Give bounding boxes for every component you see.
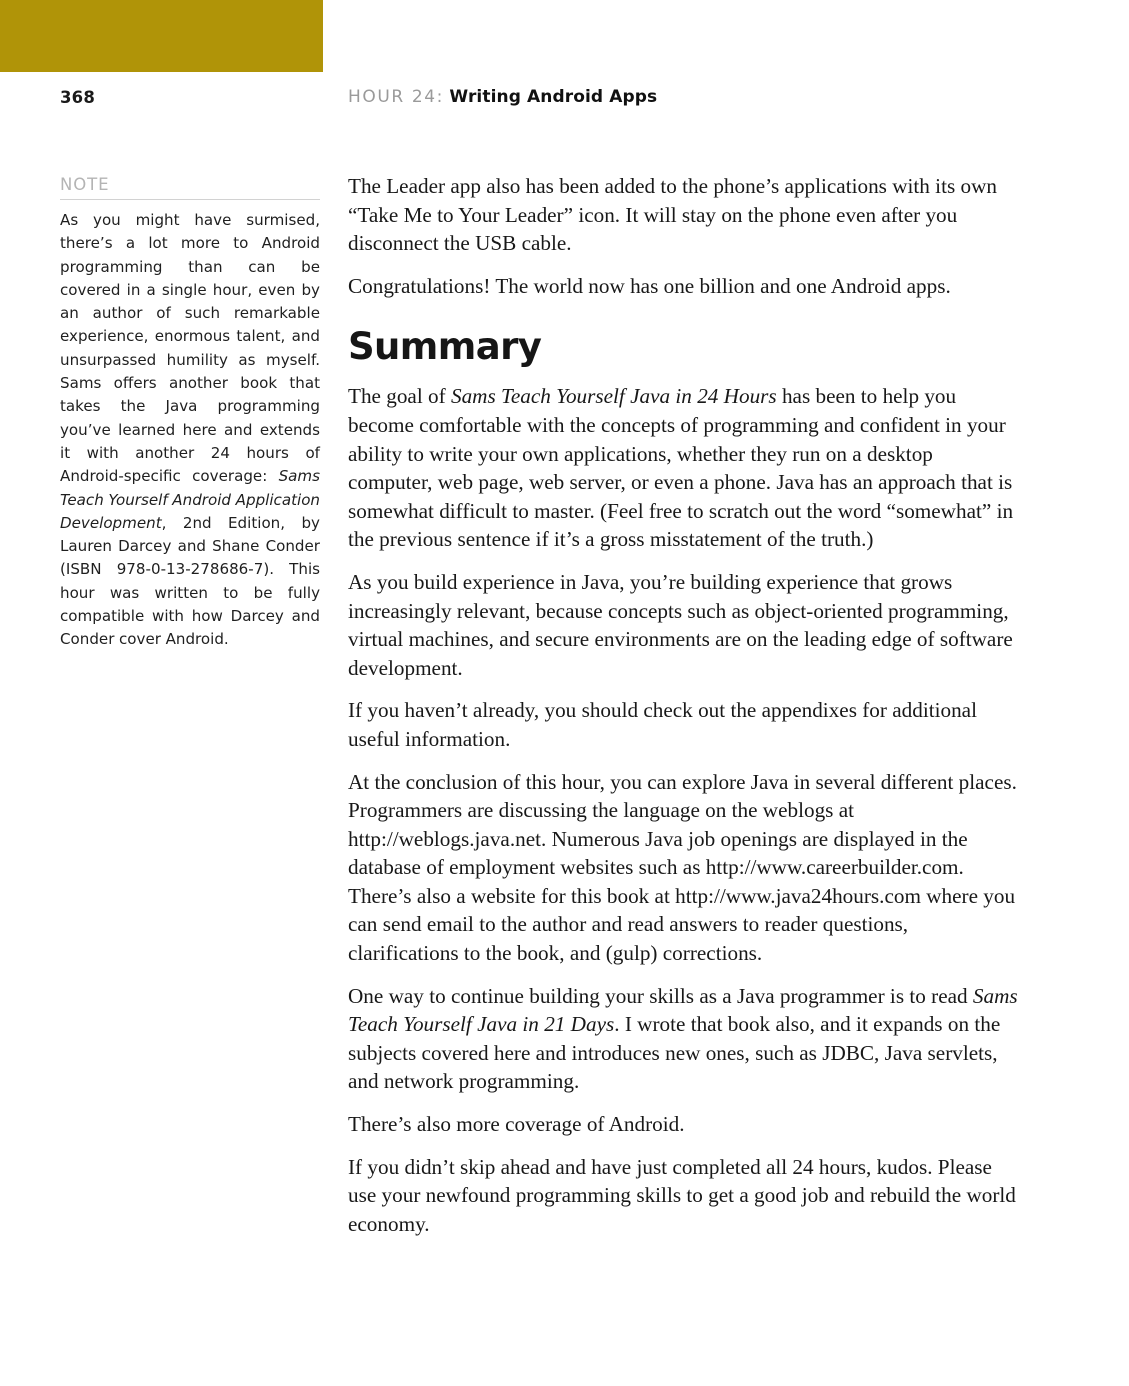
section-heading-summary: Summary: [348, 325, 542, 369]
url-weblogs-java-net: http://weblogs.java.net: [348, 826, 542, 851]
summary-p1-lead: The goal of: [348, 384, 451, 409]
accent-bar-decoration: [0, 0, 323, 72]
main-text-column: [348, 172, 1020, 1252]
summary-p4-seg-b: . Numerous Java job openings are displayed in the database of employment websites such as: [348, 826, 968, 880]
summary-p4-seg-d: where you can send email to the author and read answers to reader questions, clarifications to the book, and (gulp) corrections.: [348, 883, 1016, 966]
paragraph-summary-1: [348, 382, 1020, 554]
paragraph-summary-2: As you build experience in Java, you’re building experience that grows increasingly relevant, because concepts such as object-oriented programming, virtual machines, and secure environments are on the leading edge of software development.: [348, 569, 1013, 680]
summary-p5-rest: . I wrote that book also, and it expands on the subjects covered here and introduces new ones, such as JDBC, Java servlets, and network programming.: [348, 1012, 1001, 1094]
summary-p4-seg-c: . There’s also a website for this book at: [348, 855, 964, 908]
note-text-part2: , 2nd Edition, by Lauren Darcey and Shane Conder (ISBN 978-0-13-278686-7). This hour was written to be fully compatible with how Darcey and Conder cover Android.: [60, 513, 320, 649]
paragraph-summary-7: If you didn’t skip ahead and have just completed all 24 hours, kudos. Please use your newfound programming skills to get a good job and rebuild the world economy.: [348, 1154, 1016, 1236]
note-body: [60, 209, 320, 652]
paragraph-summary-3: If you haven’t already, you should check out the appendixes for additional useful information.: [348, 698, 977, 751]
running-head-hour-title: Writing Android Apps: [449, 87, 658, 107]
summary-p1-rest: has been to help you become comfortable with the concepts of programming and confident in your ability to write your own applications, whether they run on a desktop computer, web page, web server, or even a phone. Java has an approach that is somewhat difficult to master. (Feel free to scratch out the word “somewhat” in the previous sentence if it’s a gross misstatement of the truth.): [348, 384, 1014, 552]
paragraph-congratulations: Congratulations! The world now has one billion and one Android apps.: [348, 273, 951, 298]
summary-p4-seg-a: At the conclusion of this hour, you can explore Java in several different places. Programmers are discussing the language on the weblogs at: [348, 769, 1017, 823]
book-title-java-21-days: Sams Teach Yourself Java in 21 Days: [348, 983, 1018, 1037]
running-head: [348, 87, 657, 107]
note-text-part1: As you might have surmised, there’s a lot more to Android programming than can be covered in a single hour, even by an author of such remarkable experience, enormous talent, and unsurpassed humility as myself. Sams offers another book that takes the Java programming you’ve learned here and extends it with another 24 hours of Android-specific coverage:: [60, 211, 320, 486]
paragraph-summary-4: [348, 768, 1020, 968]
paragraph-summary-6: There’s also more coverage of Android.: [348, 1112, 685, 1137]
note-book-title: Sams Teach Yourself Android Application Development: [60, 467, 320, 532]
page-number: 368: [60, 88, 96, 107]
note-label: NOTE: [60, 175, 110, 194]
book-title-java-24-hours: Sams Teach Yourself Java in 24 Hours: [450, 384, 777, 409]
paragraph-leader-app: The Leader app also has been added to the phone’s applications with its own “Take Me to Your Leader” icon. It will stay on the phone even after you disconnect the USB cable.: [348, 174, 997, 256]
url-java24hours: http://www.java24hours.com: [675, 883, 921, 908]
note-sidebar: [60, 175, 320, 652]
url-careerbuilder: http://www.careerbuilder.com: [705, 855, 959, 880]
paragraph-summary-5: [348, 982, 1020, 1096]
note-divider: [60, 199, 320, 200]
summary-p5-lead: One way to continue building your skills as a Java programmer is to read: [348, 983, 973, 1008]
running-head-hour-label: HOUR 24:: [348, 87, 444, 107]
